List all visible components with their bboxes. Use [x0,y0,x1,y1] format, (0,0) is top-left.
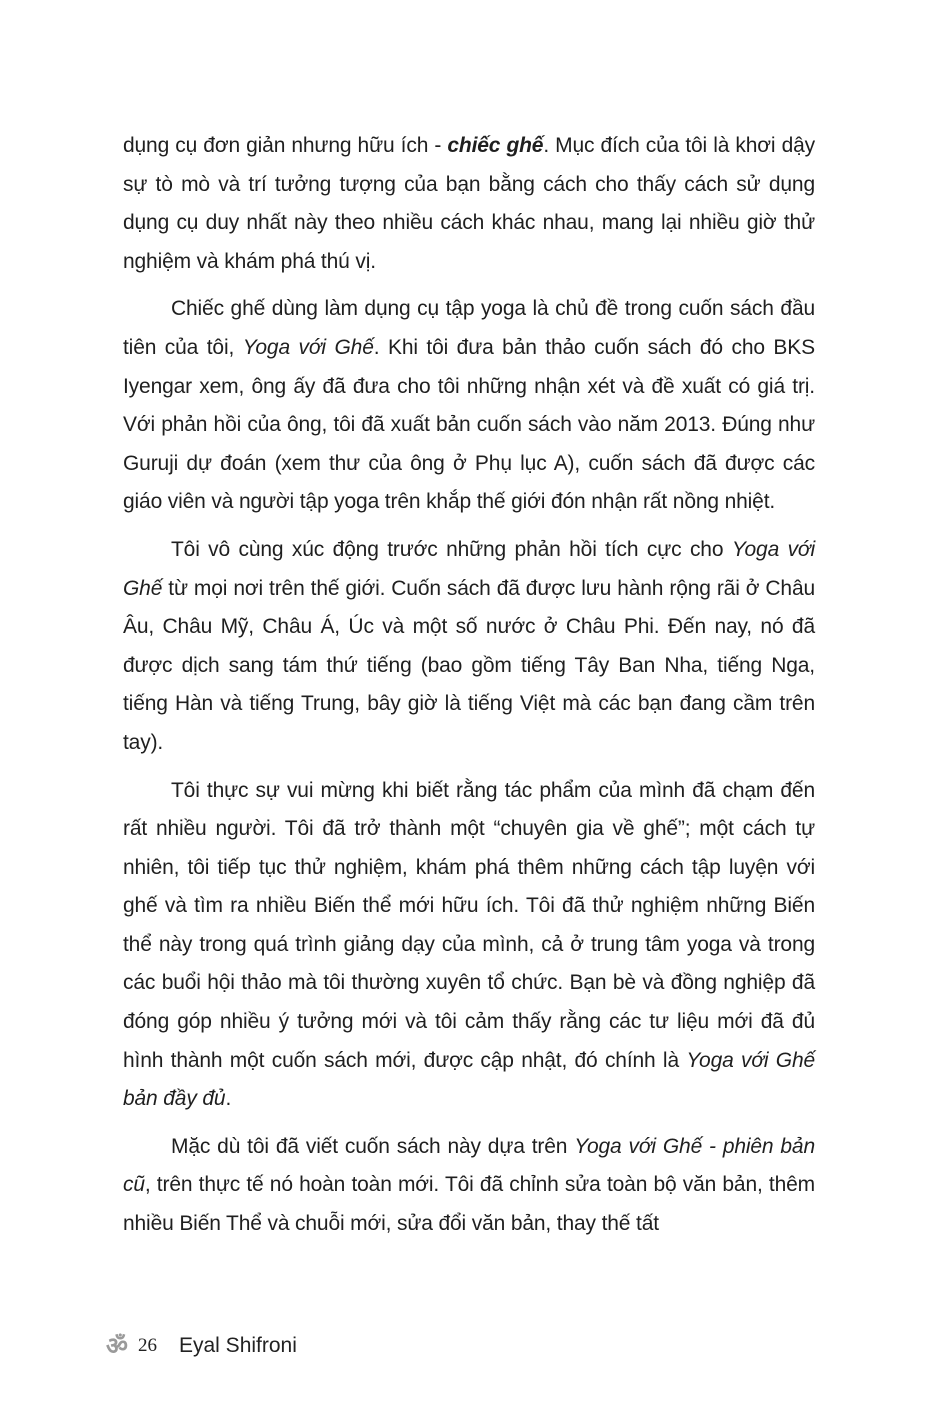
text-segment: từ mọi nơi trên thế giới. Cuốn sách đã được lưu hành rộng rãi ở Châu Âu, Châu Mỹ, Châu Á, Úc và một số nước ở Châu Phi. Đến nay, nó đã được dịch sang tám thứ tiếng (bao gồm tiếng Tây Ban Nha, tiếng Nga, tiếng Hàn và tiếng Trung, bây giờ là tiếng Việt mà các bạn đang cầm trên tay). [123,576,815,754]
paragraph-4 [123,772,815,1119]
om-icon: ॐ [106,1332,128,1360]
text-segment: Chiếc ghế dùng làm dụng cụ tập yoga là chủ đề trong cuốn sách đầu tiên của tôi, [123,297,815,359]
text-segment: . [225,1087,232,1111]
paragraph-2 [123,290,815,522]
text-segment: Mặc dù tôi đã viết cuốn sách này dựa trên [171,1134,575,1158]
paragraph-1 [123,127,815,281]
page-number: 26 [138,1335,157,1356]
book-title: Yoga với Ghế [242,335,374,359]
paragraph-3 [123,531,815,763]
page-footer [106,1329,297,1363]
text-segment: Tôi thực sự vui mừng khi biết rằng tác phẩm của mình đã chạm đến rất nhiều người. Tôi đã trở thành một “chuyên gia về ghế”; một cách tự nhiên, tôi tiếp tục thử nghiệm, khám phá thêm những cách tập luyện với ghế và tìm ra nhiều Biến thể mới hữu ích. Tôi đã thử nghiệm những Biến thể này trong quá trình giảng dạy của mình, cả ở trung tâm yoga và trong các buổi hội thảo mà tôi thường xuyên tổ chức. Bạn bè và đồng nghiệp đã đóng góp nhiều ý tưởng mới và tôi cảm thấy rằng các tư liệu mới đã đủ hình thành một cuốn sách mới, được cập nhật, đó chính là [123,778,815,1072]
emphasis-chair: chiếc ghế [447,134,544,157]
paragraph-5 [123,1128,815,1244]
text-segment: . Khi tôi đưa bản thảo cuốn sách đó cho BKS Iyengar xem, ông ấy đã đưa cho tôi những nhận xét và đề xuất có giá trị. Với phản hồi của ông, tôi đã xuất bản cuốn sách vào năm 2013. Đúng như Guruji dự đoán (xem thư của ông ở Phụ lục A), cuốn sách đã được các giáo viên và người tập yoga trên khắp thế giới đón nhận rất nồng nhiệt. [123,335,815,514]
book-title: Yoga với Ghế - phiên bản cũ [123,1134,815,1197]
text-segment: , trên thực tế nó hoàn toàn mới. Tôi đã chỉnh sửa toàn bộ văn bản, thêm nhiều Biến Thể và chuỗi mới, sửa đổi văn bản, thay thế tất [123,1173,815,1236]
page-body [123,127,815,1244]
text-segment: . Mục đích của tôi là khơi dậy sự tò mò và trí tưởng tượng của bạn bằng cách cho thấy cách sử dụng dụng cụ duy nhất này theo nhiều cách khác nhau, mang lại nhiều giờ thử nghiệm và khám phá thú vị. [123,134,815,273]
author-name: Eyal Shifroni [179,1334,297,1357]
book-title: Yoga với Ghế [123,537,815,600]
text-segment: Tôi vô cùng xúc động trước những phản hồi tích cực cho [171,537,732,561]
book-title: Yoga với Ghế bản đầy đủ [123,1048,816,1111]
text-segment: dụng cụ đơn giản nhưng hữu ích - [123,134,448,157]
